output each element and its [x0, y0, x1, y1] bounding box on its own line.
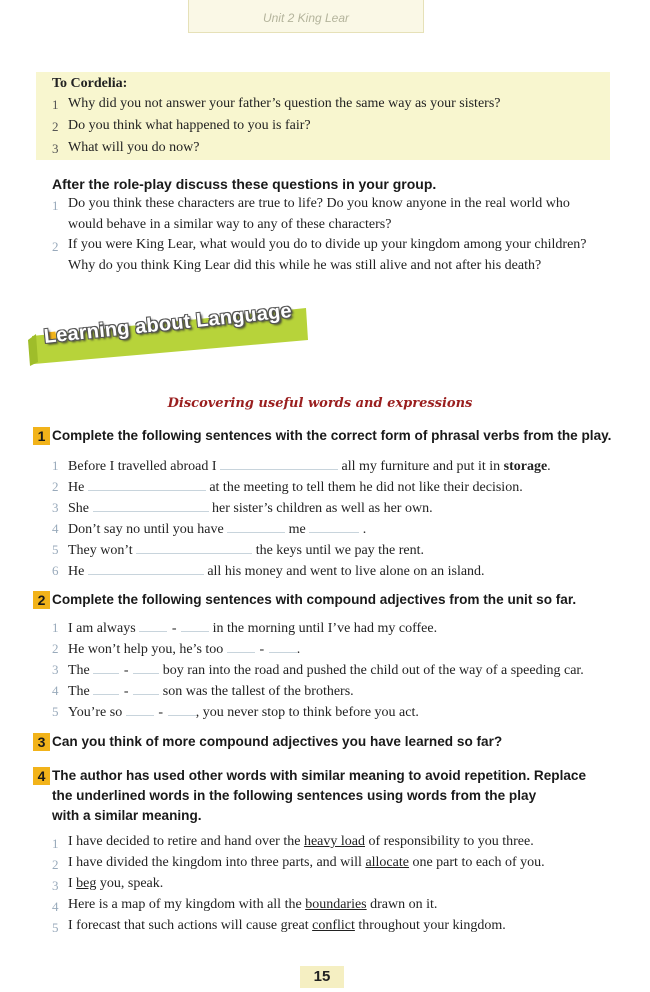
- discussion-question-cont: Why do you think King Lear did this while he was still alive and not after his death?: [68, 258, 542, 273]
- exercise-badge-4: 4: [33, 767, 50, 785]
- answer-blank[interactable]: [126, 702, 154, 716]
- exercise-2-item: You’re so - , you never stop to think before you act.: [68, 702, 419, 721]
- answer-blank[interactable]: [139, 618, 167, 632]
- item-number: 6: [52, 563, 59, 578]
- exercise-4-instruction: The author has used other words with similar meaning to avoid repetition. Replace: [52, 768, 587, 783]
- exercise-1-item: She her sister’s children as well as her own.: [68, 498, 433, 517]
- discussion-question-cont: would behave in a similar way to any of these characters?: [68, 217, 392, 232]
- item-number: 2: [52, 479, 59, 494]
- exercise-2-item: The - boy ran into the road and pushed the child out of the way of a speeding car.: [68, 660, 584, 679]
- item-number: 5: [52, 704, 59, 719]
- answer-blank[interactable]: [220, 456, 338, 470]
- exercise-1-instruction: Complete the following sentences with the correct form of phrasal verbs from the play.: [52, 428, 612, 443]
- item-number: 1: [52, 836, 59, 851]
- exercise-4-item: I beg you, speak.: [68, 876, 164, 891]
- exercise-4-instruction-cont: with a similar meaning.: [52, 808, 202, 823]
- exercise-1-item: They won’t the keys until we pay the rent.: [68, 540, 424, 559]
- unit-title: Unit 2 King Lear: [262, 11, 350, 25]
- item-number: 3: [52, 500, 59, 515]
- answer-blank[interactable]: [181, 618, 209, 632]
- exercise-2-instruction: Complete the following sentences with compound adjectives from the unit so far.: [52, 592, 577, 607]
- item-number: 2: [52, 857, 59, 872]
- item-number: 3: [52, 662, 59, 677]
- answer-blank[interactable]: [168, 702, 196, 716]
- item-number: 5: [52, 542, 59, 557]
- answer-blank[interactable]: [136, 540, 252, 554]
- exercise-4-instruction-cont: the underlined words in the following sentences using words from the play: [52, 788, 537, 803]
- item-number: 4: [52, 521, 59, 536]
- exercise-1-item: He all his money and went to live alone on an island.: [68, 561, 485, 580]
- discussion-heading: After the role-play discuss these questions in your group.: [52, 176, 437, 192]
- item-number: 5: [52, 920, 59, 935]
- item-number: 1: [52, 458, 59, 473]
- exercise-2-item: He won’t help you, he’s too - .: [68, 639, 300, 658]
- discussion-question: Do you think these characters are true to life? Do you know anyone in the real world who: [68, 196, 570, 211]
- exercise-4-item: Here is a map of my kingdom with all the boundaries drawn on it.: [68, 897, 438, 912]
- answer-blank[interactable]: [93, 681, 119, 695]
- answer-blank[interactable]: [227, 519, 285, 533]
- exercise-2-item: I am always - in the morning until I’ve had my coffee.: [68, 618, 437, 637]
- exercise-badge-1: 1: [33, 427, 50, 445]
- item-number: 4: [52, 899, 59, 914]
- item-number: 2: [52, 641, 59, 656]
- exercise-badge-2: 2: [33, 591, 50, 609]
- exercise-1-item: Before I travelled abroad I all my furniture and put it in storage.: [68, 456, 551, 475]
- answer-blank[interactable]: [93, 660, 119, 674]
- cordelia-question: Do you think what happened to you is fair?: [68, 118, 311, 133]
- item-number: 3: [52, 878, 59, 893]
- section-subtitle: Discovering useful words and expressions: [167, 396, 473, 411]
- question-number: 3: [52, 141, 59, 156]
- question-number: 1: [52, 97, 59, 112]
- answer-blank[interactable]: [133, 681, 159, 695]
- question-number: 2: [52, 119, 59, 134]
- section-banner-title: Learning about Language: [42, 300, 293, 348]
- cordelia-question: Why did you not answer your father’s question the same way as your sisters?: [68, 96, 501, 111]
- answer-blank[interactable]: [88, 477, 206, 491]
- exercise-4-item: I have divided the kingdom into three parts, and will allocate one part to each of you.: [68, 855, 545, 870]
- question-number: 1: [52, 198, 59, 213]
- answer-blank[interactable]: [133, 660, 159, 674]
- cordelia-question: What will you do now?: [68, 140, 200, 155]
- answer-blank[interactable]: [269, 639, 297, 653]
- question-number: 2: [52, 239, 59, 254]
- exercise-1-item: He at the meeting to tell them he did not like their decision.: [68, 477, 523, 496]
- exercise-3-instruction: Can you think of more compound adjectives you have learned so far?: [52, 734, 503, 749]
- discussion-question: If you were King Lear, what would you do to divide up your kingdom among your children?: [68, 237, 587, 252]
- exercise-1-item: Don’t say no until you have me .: [68, 519, 366, 538]
- answer-blank[interactable]: [227, 639, 255, 653]
- item-number: 1: [52, 620, 59, 635]
- cordelia-title: To Cordelia:: [52, 76, 128, 91]
- answer-blank[interactable]: [309, 519, 359, 533]
- answer-blank[interactable]: [93, 498, 209, 512]
- exercise-4-item: I have decided to retire and hand over the heavy load of responsibility to you three.: [68, 834, 534, 849]
- page-number: 15: [300, 966, 344, 988]
- exercise-4-item: I forecast that such actions will cause great conflict throughout your kingdom.: [68, 918, 506, 933]
- answer-blank[interactable]: [88, 561, 204, 575]
- exercise-2-item: The - son was the tallest of the brothers.: [68, 681, 354, 700]
- item-number: 4: [52, 683, 59, 698]
- exercise-badge-3: 3: [33, 733, 50, 751]
